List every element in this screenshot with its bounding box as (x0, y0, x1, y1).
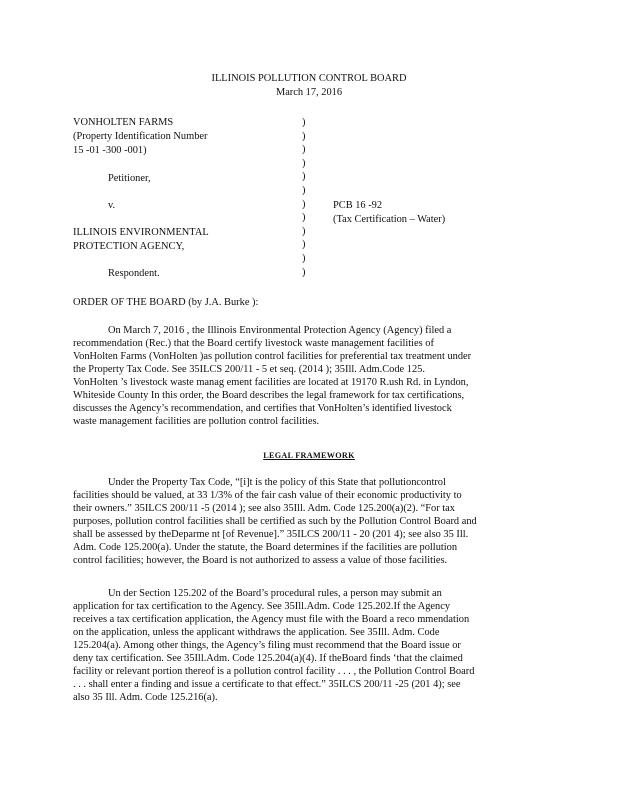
paragraph-line: Whiteside County In this order, the Board describes the legal framework for tax certifications, (73, 390, 465, 401)
petitioner-name: VONHOLTEN FARMS (73, 117, 174, 128)
paragraph-line: the Property Tax Code. See 35ILCS 200/11 - 5 et seq. (2014 ); 35Ill. Adm.Code 125. (73, 364, 425, 375)
paragraph-line: deny tax certification. See 35Ill.Adm. Code 125.204(a)(4). If theBoard finds ‘that the claimed (73, 653, 463, 664)
versus-label: v. (108, 200, 116, 211)
caption-parenthesis: ) (302, 184, 306, 196)
caption-parenthesis: ) (302, 212, 306, 224)
respondent-label: Respondent. (108, 268, 160, 279)
case-type: (Tax Certification – Water) (333, 214, 446, 225)
paragraph-line: waste management facilities are pollution control facilities. (73, 416, 320, 427)
order-line: ORDER OF THE BOARD (by J.A. Burke ): (73, 297, 259, 308)
paragraph-line: Adm. Code 125.200(a). Under the statute, the Board determines if the facilities are pollution (73, 542, 458, 553)
paragraph-property-tax-code (73, 476, 543, 567)
paragraph-procedural-rules (73, 587, 543, 704)
paragraph-line: control facilities; however, the Board is not authorized to assess a value of those facilities. (73, 555, 448, 566)
petitioner-label: Petitioner, (108, 173, 151, 184)
caption-parenthesis: ) (302, 157, 306, 169)
caption-parenthesis: ) (302, 252, 306, 264)
paragraph-line: discusses the Agency’s recommendation, and certifies that VonHolten’s identified livestock (73, 403, 452, 414)
caption-parenthesis: ) (302, 198, 306, 210)
paragraph-line: receives a tax certification application, the Agency must file with the Board a reco mmendation (73, 614, 470, 625)
caption-parenthesis-column (302, 116, 305, 279)
paragraph-line: facilities should be valued, at 33 1/3% of the fair cash value of their economic productivity to (73, 490, 462, 501)
paragraph-line: On March 7, 2016 , the Illinois Environmental Protection Agency (Agency) filed a (108, 325, 452, 336)
respondent-name-line-2: PROTECTION AGENCY, (73, 241, 185, 252)
paragraph-line: also 35 Ill. Adm. Code 125.216(a). (73, 692, 218, 703)
paragraph-line: Un der Section 125.202 of the Board’s procedural rules, a person may submit an (108, 588, 442, 599)
section-heading-legal-framework: LEGAL FRAMEWORK (263, 451, 355, 460)
petitioner-property-id-label: (Property Identification Number (73, 131, 208, 142)
paragraph-line: 125.204(a). Among other things, the Agency’s filing must recommend that the Board issue or (73, 640, 461, 651)
paragraph-line: Under the Property Tax Code, “[i]t is the policy of this State that pollutioncontrol (108, 477, 446, 488)
caption-parenthesis: ) (302, 171, 306, 183)
case-number: PCB 16 -92 (333, 200, 383, 211)
caption-parenthesis: ) (302, 130, 306, 142)
paragraph-line: VonHolten Farms (VonHolten )as pollution control facilities for preferential tax treatment under (73, 351, 472, 362)
caption-parenthesis: ) (302, 117, 306, 128)
paragraph-line: VonHolten ’s livestock waste manag ement facilities are located at 19170 R.ush Rd. in Lyndon, (73, 377, 469, 388)
caption-parenthesis: ) (302, 225, 306, 237)
caption-parenthesis: ) (302, 144, 306, 156)
paragraph-line: . . . shall enter a finding and issue a certificate to that effect.” 35ILCS 200/11 -25 (201 4); see (73, 679, 461, 690)
paragraph-line: purposes, pollution control facilities shall be certified as such by the Pollution Control Board and (73, 516, 477, 527)
paragraph-line: their owners.” 35ILCS 200/11 -5 (2014 ); see also 35Ill. Adm. Code 125.200(a)(2). “For tax (73, 503, 455, 514)
order-date: March 17, 2016 (275, 87, 343, 98)
paragraph-line: recommendation (Rec.) that the Board certify livestock waste management facilities of (73, 338, 434, 349)
paragraph-line: shall be assessed by theDeparme nt [of Revenue].” 35ILCS 200/11 - 20 (201 4); see also 35 Ill. (73, 529, 469, 540)
paragraph-introduction (73, 324, 543, 428)
paragraph-line: application for tax certification to the Agency. See 35Ill.Adm. Code 125.202.If the Agency (73, 601, 451, 612)
caption-parenthesis: ) (302, 266, 306, 278)
caption-parenthesis: ) (302, 239, 306, 251)
board-name: ILLINOIS POLLUTION CONTROL BOARD (211, 73, 407, 84)
paragraph-line: facility or relevant portion thereof is a pollution control facility . . . , the Pollution Control Board (73, 666, 475, 677)
respondent-name-line-1: ILLINOIS ENVIRONMENTAL (73, 227, 209, 238)
paragraph-line: on the application, unless the applicant withdraws the application. See 35Ill. Adm. Code (73, 627, 440, 638)
petitioner-property-id-number: 15 -01 -300 -001) (73, 145, 147, 156)
